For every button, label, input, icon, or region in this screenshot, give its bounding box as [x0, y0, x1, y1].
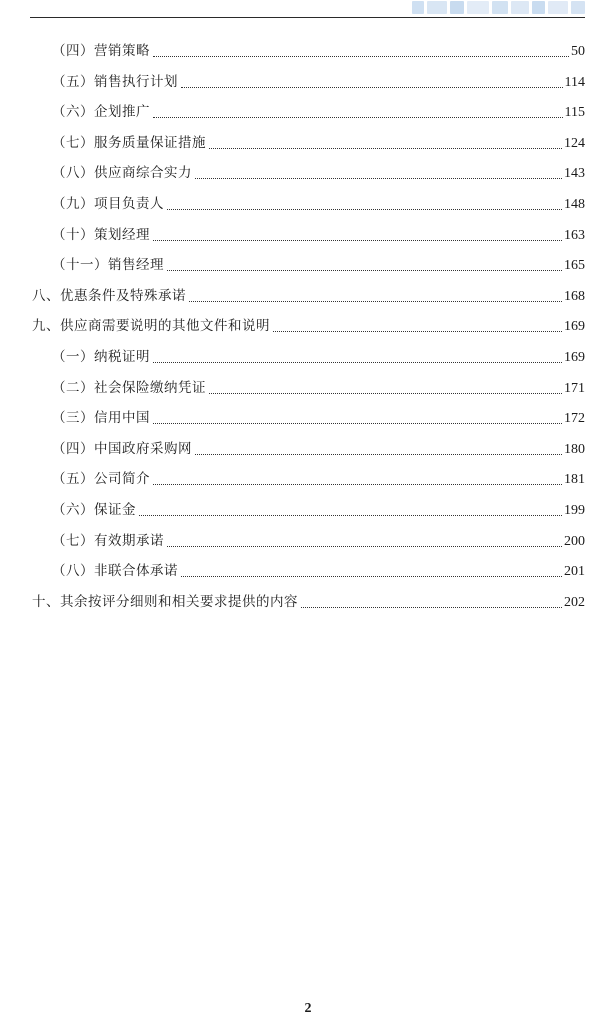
logo-block: [467, 1, 488, 14]
toc-entry-page: 115: [564, 105, 585, 121]
toc-entry-title: （四）中国政府采购网: [52, 440, 192, 457]
toc-entry[interactable]: [52, 407, 585, 429]
toc-dot-leader: [301, 607, 562, 608]
toc-dot-leader: [153, 56, 569, 57]
toc-entry-title: 九、供应商需要说明的其他文件和说明: [32, 318, 270, 335]
toc-dot-leader: [189, 301, 562, 302]
logo-block: [412, 1, 424, 14]
toc-entry-title: 八、优惠条件及特殊承诺: [32, 287, 186, 304]
toc-entry[interactable]: [32, 591, 585, 613]
toc-dot-leader: [153, 362, 562, 363]
toc-dot-leader: [181, 87, 563, 88]
logo-block: [571, 1, 585, 14]
toc-dot-leader: [167, 270, 562, 271]
toc-entry-page: 163: [564, 227, 585, 243]
toc-entry[interactable]: [52, 468, 585, 490]
toc-dot-leader: [209, 148, 562, 149]
toc-entry-page: 181: [564, 472, 585, 488]
toc-entry-title: （三）信用中国: [52, 410, 150, 427]
toc-entry[interactable]: [52, 499, 585, 521]
toc-entry-page: 124: [564, 135, 585, 151]
toc-entry-page: 50: [571, 44, 585, 59]
toc-entry-page: 168: [564, 288, 585, 304]
toc-entry[interactable]: [52, 346, 585, 368]
header-rule: [30, 17, 585, 18]
toc-entry-page: 143: [564, 166, 585, 182]
toc-entry-title: （十）策划经理: [52, 226, 150, 243]
toc-dot-leader: [195, 454, 562, 455]
toc-entry-title: （八）供应商综合实力: [52, 165, 192, 182]
toc-dot-leader: [139, 515, 562, 516]
toc-dot-leader: [273, 331, 562, 332]
toc-entry-page: 114: [564, 74, 585, 90]
toc-entry[interactable]: [52, 438, 585, 460]
toc-dot-leader: [153, 484, 562, 485]
toc-entry[interactable]: [32, 285, 585, 307]
toc-entry-page: 169: [564, 319, 585, 335]
toc-entry[interactable]: [32, 315, 585, 337]
toc-entry-title: （五）公司简介: [52, 471, 150, 488]
toc-entry-title: （六）保证金: [52, 502, 136, 518]
toc-dot-leader: [209, 393, 562, 394]
toc-entry-page: 180: [564, 441, 585, 457]
toc-entry-title: （六）企划推广: [52, 104, 150, 121]
header-logo: [412, 0, 585, 15]
toc-dot-leader: [195, 178, 562, 179]
toc-entry-page: 199: [564, 503, 585, 518]
logo-block: [427, 1, 447, 14]
toc-entry-title: （二）社会保险缴纳凭证: [52, 379, 206, 396]
toc-entry[interactable]: [52, 377, 585, 399]
toc-entry-page: 171: [564, 380, 585, 396]
toc-entry[interactable]: [52, 71, 585, 93]
toc-entry-title: （七）有效期承诺: [52, 532, 164, 549]
toc-dot-leader: [153, 117, 563, 118]
toc-entry[interactable]: [52, 40, 585, 62]
toc-entry-title: （五）销售执行计划: [52, 73, 178, 90]
page-number: 2: [304, 1001, 312, 1016]
toc-entry[interactable]: [52, 254, 585, 276]
toc-entry[interactable]: [52, 560, 585, 582]
toc-entry-title: 十、其余按评分细则和相关要求提供的内容: [32, 593, 298, 610]
logo-block: [492, 1, 508, 14]
toc-entry-page: 201: [564, 564, 585, 580]
toc-entry-page: 202: [564, 594, 585, 610]
toc-entry-page: 165: [564, 258, 585, 274]
toc-entry[interactable]: [52, 530, 585, 552]
toc-entry-page: 169: [564, 350, 585, 365]
toc-dot-leader: [167, 546, 562, 547]
logo-block: [548, 1, 568, 14]
toc-entry-page: 148: [564, 197, 585, 212]
toc-entry-title: （四）营销策略: [52, 43, 150, 59]
toc-entry-title: （七）服务质量保证措施: [52, 134, 206, 151]
toc-entry-title: （十一）销售经理: [52, 257, 164, 274]
toc-entry-title: （一）纳税证明: [52, 349, 150, 365]
toc-dot-leader: [153, 423, 562, 424]
toc-dot-leader: [153, 240, 562, 241]
logo-block: [532, 1, 545, 14]
toc-entry-title: （九）项目负责人: [52, 196, 164, 212]
toc-entry[interactable]: [52, 132, 585, 154]
toc-entry-page: 172: [564, 411, 585, 427]
toc-entry-title: （八）非联合体承诺: [52, 563, 178, 580]
toc-entry[interactable]: [52, 162, 585, 184]
toc-entry[interactable]: [52, 224, 585, 246]
logo-block: [450, 1, 464, 14]
toc-entry[interactable]: [52, 193, 585, 215]
toc-entry-page: 200: [564, 533, 585, 549]
toc-dot-leader: [181, 576, 562, 577]
toc-entry[interactable]: [52, 101, 585, 123]
toc-dot-leader: [167, 209, 562, 210]
logo-block: [511, 1, 529, 14]
